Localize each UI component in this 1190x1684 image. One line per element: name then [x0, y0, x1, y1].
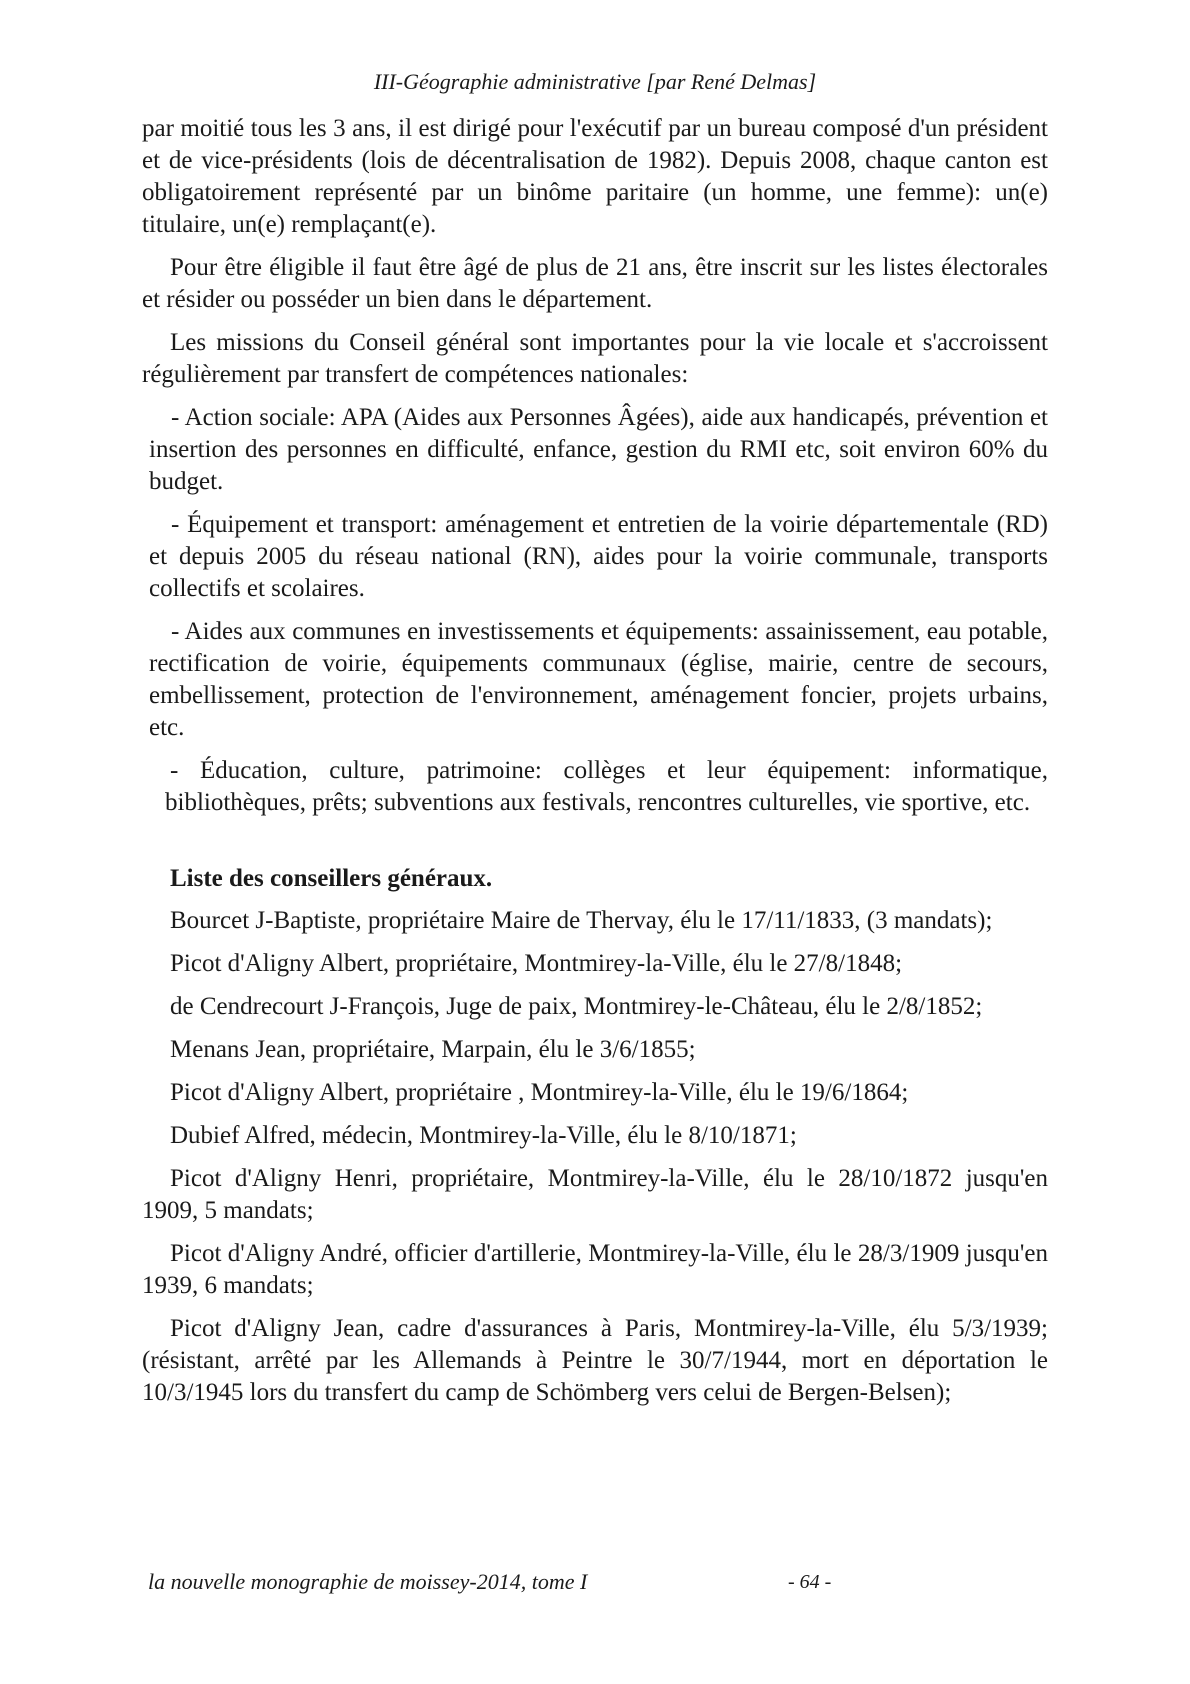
mission-commune-aid: - Aides aux communes en investissements et équipements: assainissement, eau potable, rectification de voirie, équipements communaux (église, mairie, centre de secours, embellissement, protection de l'environnement, aménagement foncier, projets urbains, etc. — [149, 618, 1048, 741]
mission-education-culture: - Éducation, culture, patrimoine: collèges et leur équipement: informatique, bibliothèques, prêts; subventions aux festivals, rencontres culturelles, vie sportive, etc. — [165, 757, 1048, 816]
councillor-entry: Picot d'Aligny Albert, propriétaire, Montmirey-la-Ville, élu le 27/8/1848; — [170, 950, 903, 977]
councillors-heading: Liste des conseillers généraux. — [170, 865, 493, 892]
section-spacer — [142, 830, 1048, 863]
paragraph-missions-intro: Les missions du Conseil général sont importantes pour la vie locale et s'accroissent régulièrement par transfert de compétences nationales: — [142, 329, 1048, 388]
footer-book-title: la nouvelle monographie de moissey-2014, tome I — [148, 1569, 588, 1594]
running-header: III-Géographie administrative [par René Delmas] — [373, 69, 817, 94]
councillor-entry: Picot d'Aligny André, officier d'artillerie, Montmirey-la-Ville, élu le 28/3/1909 jusqu'en 1939, 6 mandats; — [142, 1240, 1048, 1299]
councillor-entry: Bourcet J-Baptiste, propriétaire Maire de Thervay, élu le 17/11/1833, (3 mandats); — [170, 907, 993, 934]
councillor-entry: Picot d'Aligny Albert, propriétaire , Montmirey-la-Ville, élu le 19/6/1864; — [170, 1079, 909, 1106]
councillor-entry: Menans Jean, propriétaire, Marpain, élu le 3/6/1855; — [170, 1036, 696, 1063]
footer-page-number: - 64 - — [788, 1571, 832, 1593]
mission-social-action: - Action sociale: APA (Aides aux Personnes Âgées), aide aux handicapés, prévention et insertion des personnes en difficulté, enfance, gestion du RMI etc, soit environ 60% du budget. — [149, 404, 1048, 495]
councillor-entry: Dubief Alfred, médecin, Montmirey-la-Ville, élu le 8/10/1871; — [170, 1122, 797, 1149]
councillor-entry: Picot d'Aligny Henri, propriétaire, Montmirey-la-Ville, élu le 28/10/1872 jusqu'en 1909, 5 mandats; — [142, 1165, 1048, 1224]
paragraph-eligibility: Pour être éligible il faut être âgé de plus de 21 ans, être inscrit sur les listes électorales et résider ou posséder un bien dans le département. — [142, 254, 1048, 313]
paragraph-continuation: par moitié tous les 3 ans, il est dirigé pour l'exécutif par un bureau composé d'un président et de vice-présidents (lois de décentralisation de 1982). Depuis 2008, chaque canton est obligatoirement représenté par un binôme paritaire (un homme, une femme): un(e) titulaire, un(e) remplaçant(e). — [142, 115, 1048, 238]
councillor-entry: de Cendrecourt J-François, Juge de paix, Montmirey-le-Château, élu le 2/8/1852; — [170, 993, 983, 1020]
councillor-entry: Picot d'Aligny Jean, cadre d'assurances à Paris, Montmirey-la-Ville, élu 5/3/1939; (résistant, arrêté par les Allemands à Peintre le 30/7/1944, mort en déportation le 10/3/1945 lors du transfert du camp de Schömberg vers celui de Bergen-Belsen); — [142, 1315, 1048, 1406]
mission-equipment-transport: - Équipement et transport: aménagement et entretien de la voirie départementale (RD) et depuis 2005 du réseau national (RN), aides pour la voirie communale, transports collectifs et scolaires. — [149, 511, 1048, 602]
page-body — [142, 113, 1048, 1420]
